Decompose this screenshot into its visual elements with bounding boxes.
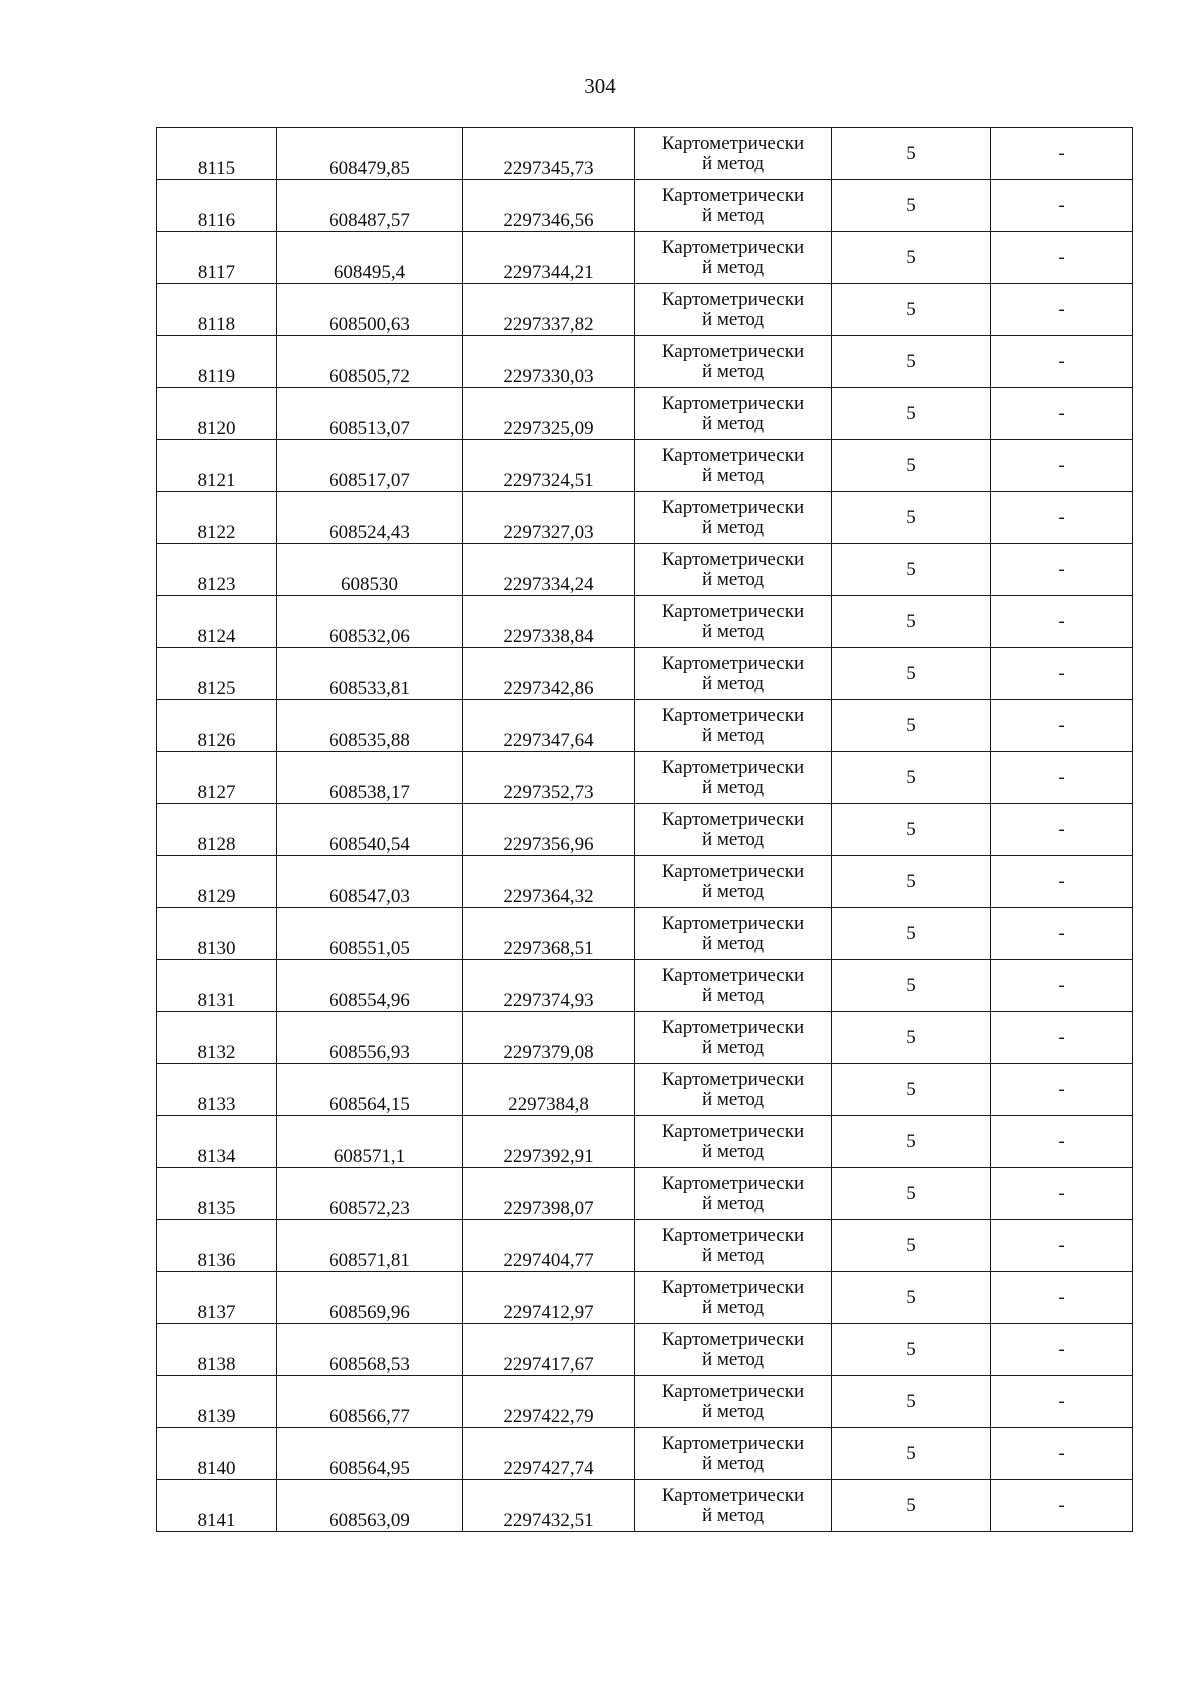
accuracy-cell: 5 [832,1376,991,1428]
point-number-cell: 8139 [157,1376,277,1428]
point-number-cell: 8124 [157,596,277,648]
y-coordinate-cell: 2297422,79 [463,1376,635,1428]
method-line-2: й метод [701,1140,765,1162]
method-line-2: й метод [701,984,765,1006]
note-cell: - [991,1064,1133,1116]
y-coordinate-cell: 2297325,09 [463,388,635,440]
note-cell: - [991,960,1133,1012]
method-cell [635,596,832,648]
note-cell: - [991,1428,1133,1480]
accuracy-cell: 5 [832,232,991,284]
method-line-2: й метод [701,1504,765,1526]
method-line-2: й метод [701,360,765,382]
y-coordinate-cell: 2297330,03 [463,336,635,388]
y-coordinate-cell: 2297432,51 [463,1480,635,1532]
point-number-cell: 8134 [157,1116,277,1168]
x-coordinate-cell: 608530 [277,544,463,596]
y-coordinate-cell: 2297368,51 [463,908,635,960]
x-coordinate-cell: 608554,96 [277,960,463,1012]
x-coordinate-cell: 608572,23 [277,1168,463,1220]
note-cell: - [991,1012,1133,1064]
method-line-1: Картометрически [661,1172,805,1194]
method-line-1: Картометрически [661,392,805,414]
accuracy-cell: 5 [832,856,991,908]
x-coordinate-cell: 608524,43 [277,492,463,544]
method-line-1: Картометрически [661,548,805,570]
accuracy-cell: 5 [832,1220,991,1272]
method-line-2: й метод [701,620,765,642]
table-row [157,1324,1133,1376]
y-coordinate-cell: 2297427,74 [463,1428,635,1480]
method-line-2: й метод [701,464,765,486]
method-cell [635,1376,832,1428]
y-coordinate-cell: 2297404,77 [463,1220,635,1272]
table-row [157,908,1133,960]
coordinates-table [156,127,1133,1532]
x-coordinate-cell: 608495,4 [277,232,463,284]
method-line-1: Картометрически [661,1276,805,1298]
method-line-2: й метод [701,412,765,434]
method-line-2: й метод [701,308,765,330]
y-coordinate-cell: 2297412,97 [463,1272,635,1324]
table-row [157,1168,1133,1220]
method-cell [635,544,832,596]
table-row [157,752,1133,804]
note-cell: - [991,1220,1133,1272]
x-coordinate-cell: 608564,15 [277,1064,463,1116]
accuracy-cell: 5 [832,180,991,232]
point-number-cell: 8126 [157,700,277,752]
method-line-2: й метод [701,724,765,746]
point-number-cell: 8137 [157,1272,277,1324]
method-line-1: Картометрически [661,340,805,362]
y-coordinate-cell: 2297344,21 [463,232,635,284]
method-line-1: Картометрически [661,184,805,206]
method-line-1: Картометрически [661,1432,805,1454]
method-cell [635,1272,832,1324]
method-line-2: й метод [701,1192,765,1214]
method-cell [635,232,832,284]
table-row [157,284,1133,336]
note-cell: - [991,336,1133,388]
method-line-2: й метод [701,1348,765,1370]
accuracy-cell: 5 [832,440,991,492]
table-row [157,388,1133,440]
method-line-1: Картометрически [661,1016,805,1038]
table-row [157,232,1133,284]
note-cell: - [991,492,1133,544]
method-line-1: Картометрически [661,964,805,986]
table-row [157,1220,1133,1272]
y-coordinate-cell: 2297364,32 [463,856,635,908]
method-cell [635,128,832,180]
y-coordinate-cell: 2297417,67 [463,1324,635,1376]
method-line-2: й метод [701,152,765,174]
accuracy-cell: 5 [832,388,991,440]
method-cell [635,856,832,908]
method-line-1: Картометрически [661,1328,805,1350]
point-number-cell: 8128 [157,804,277,856]
table-row [157,856,1133,908]
point-number-cell: 8115 [157,128,277,180]
note-cell: - [991,1116,1133,1168]
note-cell: - [991,700,1133,752]
table-row [157,1376,1133,1428]
y-coordinate-cell: 2297374,93 [463,960,635,1012]
x-coordinate-cell: 608571,1 [277,1116,463,1168]
point-number-cell: 8138 [157,1324,277,1376]
y-coordinate-cell: 2297352,73 [463,752,635,804]
method-line-2: й метод [701,568,765,590]
method-line-2: й метод [701,1296,765,1318]
y-coordinate-cell: 2297384,8 [463,1064,635,1116]
table-row [157,440,1133,492]
table-row [157,700,1133,752]
point-number-cell: 8132 [157,1012,277,1064]
method-line-2: й метод [701,204,765,226]
method-line-2: й метод [701,828,765,850]
point-number-cell: 8116 [157,180,277,232]
point-number-cell: 8118 [157,284,277,336]
accuracy-cell: 5 [832,596,991,648]
method-cell [635,1168,832,1220]
accuracy-cell: 5 [832,752,991,804]
accuracy-cell: 5 [832,284,991,336]
x-coordinate-cell: 608564,95 [277,1428,463,1480]
table-row [157,1064,1133,1116]
method-line-2: й метод [701,776,765,798]
method-line-2: й метод [701,1088,765,1110]
method-line-2: й метод [701,1400,765,1422]
y-coordinate-cell: 2297379,08 [463,1012,635,1064]
method-line-1: Картометрически [661,1484,805,1506]
y-coordinate-cell: 2297345,73 [463,128,635,180]
note-cell: - [991,388,1133,440]
method-line-1: Картометрически [661,860,805,882]
note-cell: - [991,180,1133,232]
method-cell [635,1220,832,1272]
y-coordinate-cell: 2297392,91 [463,1116,635,1168]
accuracy-cell: 5 [832,1324,991,1376]
method-line-1: Картометрически [661,1068,805,1090]
accuracy-cell: 5 [832,1116,991,1168]
point-number-cell: 8120 [157,388,277,440]
point-number-cell: 8140 [157,1428,277,1480]
note-cell: - [991,128,1133,180]
method-line-1: Картометрически [661,288,805,310]
point-number-cell: 8127 [157,752,277,804]
note-cell: - [991,648,1133,700]
y-coordinate-cell: 2297338,84 [463,596,635,648]
method-line-1: Картометрически [661,496,805,518]
note-cell: - [991,544,1133,596]
point-number-cell: 8141 [157,1480,277,1532]
accuracy-cell: 5 [832,1272,991,1324]
accuracy-cell: 5 [832,1064,991,1116]
method-line-1: Картометрически [661,704,805,726]
x-coordinate-cell: 608532,06 [277,596,463,648]
y-coordinate-cell: 2297346,56 [463,180,635,232]
point-number-cell: 8135 [157,1168,277,1220]
method-line-1: Картометрически [661,444,805,466]
method-line-1: Картометрически [661,912,805,934]
method-line-1: Картометрически [661,1380,805,1402]
y-coordinate-cell: 2297337,82 [463,284,635,336]
method-line-1: Картометрически [661,652,805,674]
method-line-1: Картометрически [661,808,805,830]
method-line-1: Картометрически [661,600,805,622]
method-line-2: й метод [701,672,765,694]
accuracy-cell: 5 [832,804,991,856]
point-number-cell: 8131 [157,960,277,1012]
x-coordinate-cell: 608568,53 [277,1324,463,1376]
method-cell [635,804,832,856]
note-cell: - [991,440,1133,492]
accuracy-cell: 5 [832,700,991,752]
point-number-cell: 8119 [157,336,277,388]
y-coordinate-cell: 2297342,86 [463,648,635,700]
method-cell [635,1324,832,1376]
method-line-1: Картометрически [661,132,805,154]
method-line-2: й метод [701,1244,765,1266]
method-line-2: й метод [701,516,765,538]
note-cell: - [991,284,1133,336]
table-row [157,596,1133,648]
x-coordinate-cell: 608517,07 [277,440,463,492]
table-row [157,180,1133,232]
table-row [157,960,1133,1012]
method-cell [635,1480,832,1532]
method-cell [635,1064,832,1116]
table-row [157,128,1133,180]
table-row [157,544,1133,596]
accuracy-cell: 5 [832,544,991,596]
method-line-2: й метод [701,1452,765,1474]
note-cell: - [991,1272,1133,1324]
x-coordinate-cell: 608556,93 [277,1012,463,1064]
y-coordinate-cell: 2297347,64 [463,700,635,752]
table-row [157,1012,1133,1064]
note-cell: - [991,908,1133,960]
method-line-2: й метод [701,256,765,278]
x-coordinate-cell: 608551,05 [277,908,463,960]
point-number-cell: 8129 [157,856,277,908]
method-cell [635,960,832,1012]
table-row [157,648,1133,700]
method-cell [635,284,832,336]
table-row [157,1428,1133,1480]
note-cell: - [991,1168,1133,1220]
method-cell [635,1012,832,1064]
method-cell [635,1116,832,1168]
method-cell [635,752,832,804]
y-coordinate-cell: 2297327,03 [463,492,635,544]
method-cell [635,1428,832,1480]
accuracy-cell: 5 [832,1168,991,1220]
note-cell: - [991,752,1133,804]
accuracy-cell: 5 [832,492,991,544]
accuracy-cell: 5 [832,908,991,960]
method-line-2: й метод [701,1036,765,1058]
method-line-1: Картометрически [661,1120,805,1142]
note-cell: - [991,1376,1133,1428]
x-coordinate-cell: 608571,81 [277,1220,463,1272]
y-coordinate-cell: 2297356,96 [463,804,635,856]
note-cell: - [991,232,1133,284]
point-number-cell: 8117 [157,232,277,284]
note-cell: - [991,856,1133,908]
x-coordinate-cell: 608505,72 [277,336,463,388]
x-coordinate-cell: 608535,88 [277,700,463,752]
accuracy-cell: 5 [832,1428,991,1480]
point-number-cell: 8125 [157,648,277,700]
method-cell [635,648,832,700]
method-cell [635,492,832,544]
method-cell [635,388,832,440]
note-cell: - [991,1324,1133,1376]
point-number-cell: 8122 [157,492,277,544]
note-cell: - [991,596,1133,648]
x-coordinate-cell: 608566,77 [277,1376,463,1428]
method-cell [635,700,832,752]
x-coordinate-cell: 608540,54 [277,804,463,856]
coordinates-table-body [157,128,1133,1532]
table-row [157,336,1133,388]
method-cell [635,336,832,388]
accuracy-cell: 5 [832,336,991,388]
y-coordinate-cell: 2297334,24 [463,544,635,596]
point-number-cell: 8121 [157,440,277,492]
x-coordinate-cell: 608479,85 [277,128,463,180]
method-line-1: Картометрически [661,1224,805,1246]
x-coordinate-cell: 608563,09 [277,1480,463,1532]
accuracy-cell: 5 [832,128,991,180]
y-coordinate-cell: 2297324,51 [463,440,635,492]
y-coordinate-cell: 2297398,07 [463,1168,635,1220]
point-number-cell: 8130 [157,908,277,960]
page-number: 304 [584,74,616,98]
point-number-cell: 8123 [157,544,277,596]
note-cell: - [991,1480,1133,1532]
point-number-cell: 8133 [157,1064,277,1116]
x-coordinate-cell: 608547,03 [277,856,463,908]
x-coordinate-cell: 608569,96 [277,1272,463,1324]
accuracy-cell: 5 [832,960,991,1012]
method-line-2: й метод [701,932,765,954]
table-row [157,1116,1133,1168]
method-line-1: Картометрически [661,236,805,258]
point-number-cell: 8136 [157,1220,277,1272]
method-line-1: Картометрически [661,756,805,778]
method-cell [635,908,832,960]
method-cell [635,180,832,232]
table-row [157,1480,1133,1532]
x-coordinate-cell: 608500,63 [277,284,463,336]
table-row [157,804,1133,856]
table-row [157,1272,1133,1324]
accuracy-cell: 5 [832,648,991,700]
table-row [157,492,1133,544]
x-coordinate-cell: 608513,07 [277,388,463,440]
accuracy-cell: 5 [832,1480,991,1532]
x-coordinate-cell: 608487,57 [277,180,463,232]
x-coordinate-cell: 608538,17 [277,752,463,804]
accuracy-cell: 5 [832,1012,991,1064]
note-cell: - [991,804,1133,856]
x-coordinate-cell: 608533,81 [277,648,463,700]
method-line-2: й метод [701,880,765,902]
method-cell [635,440,832,492]
